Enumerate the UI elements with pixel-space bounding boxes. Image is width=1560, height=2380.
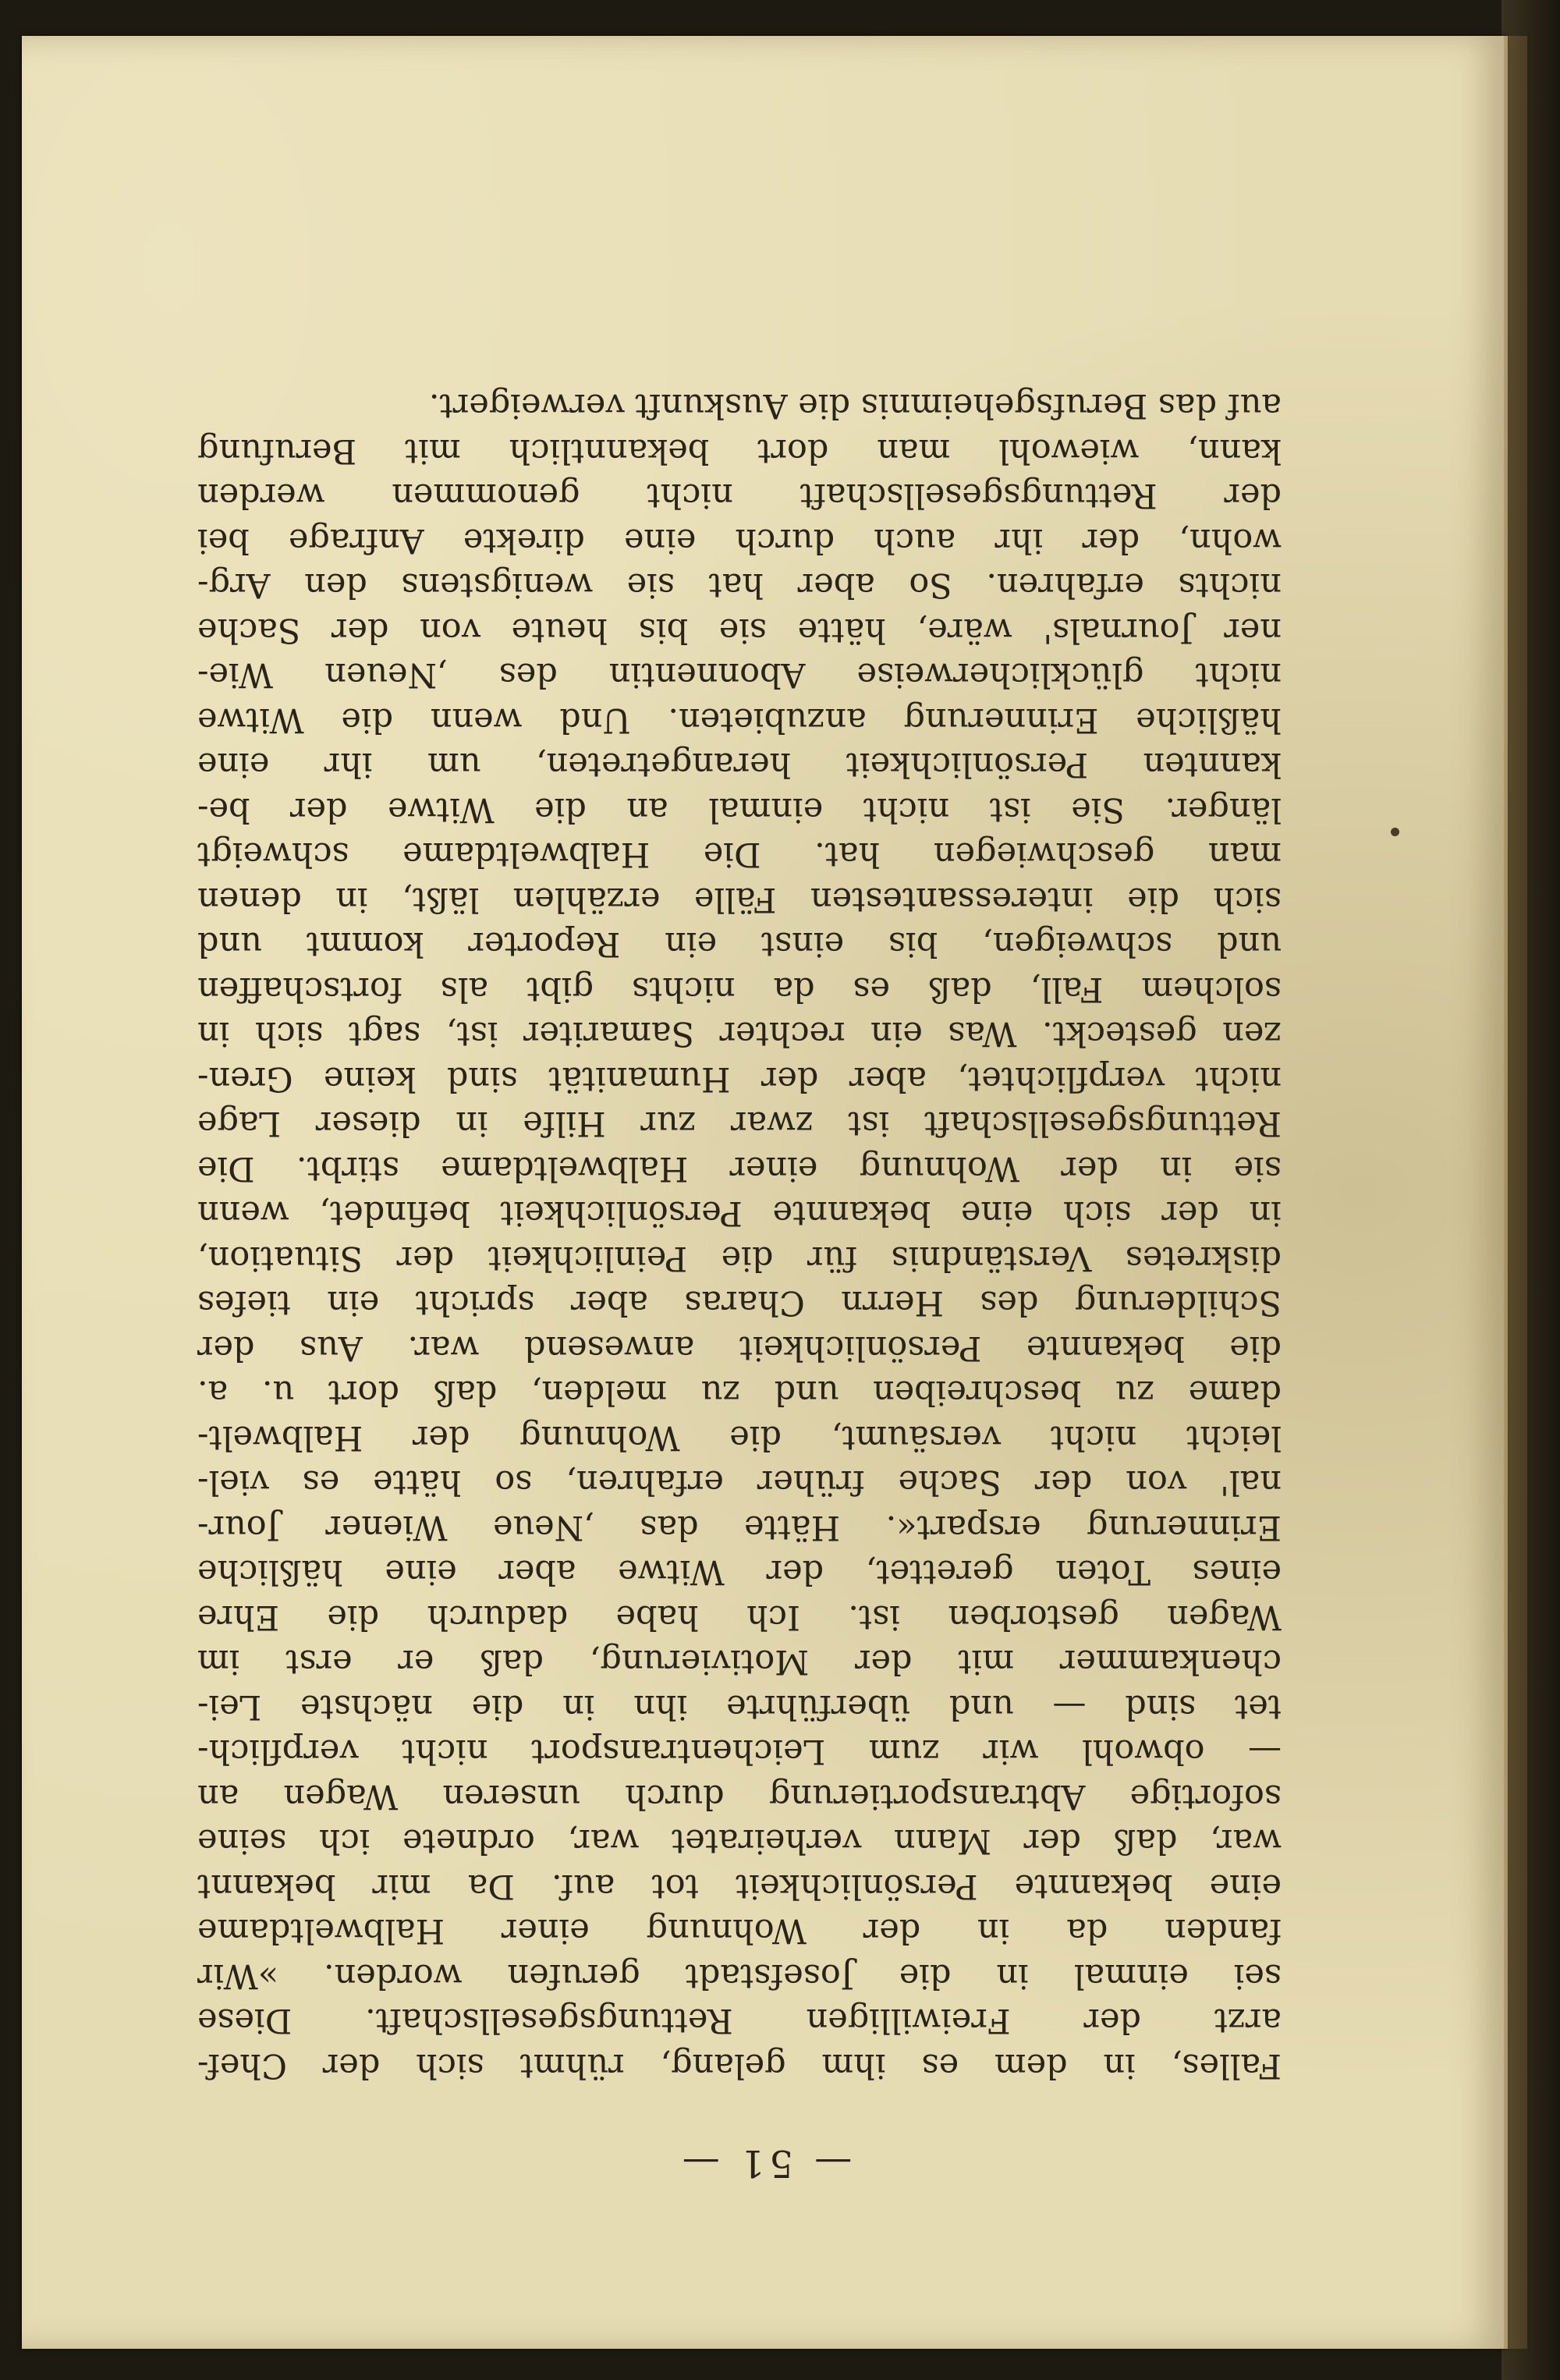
text-line: eines Toten gerettet, der Witwe aber eine häßliche xyxy=(197,1552,1282,1592)
text-line: häßliche Erinnerung anzubieten. Und wenn die Witwe xyxy=(197,701,1282,740)
text-line: tet sind — und überführte ihn in die nächste Lei- xyxy=(197,1687,1282,1726)
page-number: — 51 — xyxy=(677,2141,853,2185)
text-line: fanden da in der Wohnung einer Halbweltdame xyxy=(197,1911,1282,1951)
text-line: sie in der Wohnung einer Halbweltdame stirbt. Die xyxy=(197,1149,1282,1188)
text-line: Rettungsgesellschaft ist zwar zur Hilfe in dieser Lage xyxy=(197,1104,1282,1144)
text-line: auf das Berufsgeheimnis die Auskunft verweigert. xyxy=(428,386,1282,426)
text-line: Wagen gestorben ist. Ich habe dadurch die Ehre xyxy=(197,1598,1282,1637)
text-line: kann, wiewohl man dort bekanntlich mit Berufung xyxy=(197,431,1282,470)
text-line: nicht verpflichtet, aber der Humanität sind keine Gren- xyxy=(197,1059,1282,1098)
text-line: der Rettungsgesellschaft nicht genommen werden xyxy=(197,476,1282,516)
text-line: die bekannte Persönlichkeit anwesend war. Aus der xyxy=(197,1328,1282,1367)
text-line: sofortige Abtransportierung durch unseren Wagen an xyxy=(197,1777,1282,1816)
body-text xyxy=(197,383,1282,2087)
text-line: — obwohl wir zum Leichentransport nicht verpflich- xyxy=(197,1732,1282,1772)
text-line: man geschwiegen hat. Die Halbweltdame schweigt xyxy=(197,835,1282,874)
text-line: dame zu beschreiben und zu melden, daß dort u. a. xyxy=(197,1373,1282,1413)
upside-down-page-content xyxy=(22,36,1508,2349)
text-line: zen gesteckt. Was ein rechter Samariter ist, sagt sich in xyxy=(197,1014,1282,1054)
text-line: sei einmal in die Josefstadt gerufen worden. »Wir xyxy=(197,1956,1282,1995)
text-line: war, daß der Mann verheiratet war, ordnete ich seine xyxy=(197,1821,1282,1861)
text-line: nicht glücklicherweise Abonnentin des ‚Neuen Wie- xyxy=(197,655,1282,695)
text-line: und schweigen, bis einst ein Reporter kommt und xyxy=(197,924,1282,964)
text-line: chenkammer mit der Motivierung, daß er erst im xyxy=(197,1642,1282,1682)
text-line: Falles, in dem es ihm gelang, rühmt sich der Chef- xyxy=(197,2046,1282,2085)
text-line: arzt der Freiwilligen Rettungsgesellschaft. Diese xyxy=(197,2001,1282,2041)
text-line: nichts erfahren. So aber hat sie wenigstens den Arg- xyxy=(197,566,1282,605)
text-line: solchem Fall, daß es da nichts gibt als fortschaffen xyxy=(197,970,1282,1009)
text-line: diskretes Verständnis für die Peinlichkeit der Situation, xyxy=(197,1239,1282,1278)
text-line: eine bekannte Persönlichkeit tot auf. Da mir bekannt xyxy=(197,1867,1282,1906)
text-line: leicht nicht versäumt, die Wohnung der Halbwelt- xyxy=(197,1418,1282,1457)
text-line: kannten Persönlichkeit herangetreten, um ihr eine xyxy=(197,745,1282,785)
text-line: wohn, der ihr auch durch eine direkte Anfrage bei xyxy=(197,521,1282,560)
text-line: Schilderung des Herrn Charas aber spricht ein tiefes xyxy=(197,1283,1282,1323)
text-line: Erinnerung erspart«. Hätte das ‚Neue Wiener Jour- xyxy=(197,1508,1282,1547)
text-line: in der sich eine bekannte Persönlichkeit befindet, wenn xyxy=(197,1194,1282,1233)
text-line: sich die interessantesten Fälle erzählen läßt, in denen xyxy=(197,880,1282,919)
text-line: ner Journals' wäre, hätte sie bis heute von der Sache xyxy=(197,611,1282,650)
text-line: nal' von der Sache früher erfahren, so hätte es viel- xyxy=(197,1463,1282,1502)
text-line: länger. Sie ist nicht einmal an die Witwe der be- xyxy=(197,790,1282,829)
book-page xyxy=(22,36,1508,2349)
